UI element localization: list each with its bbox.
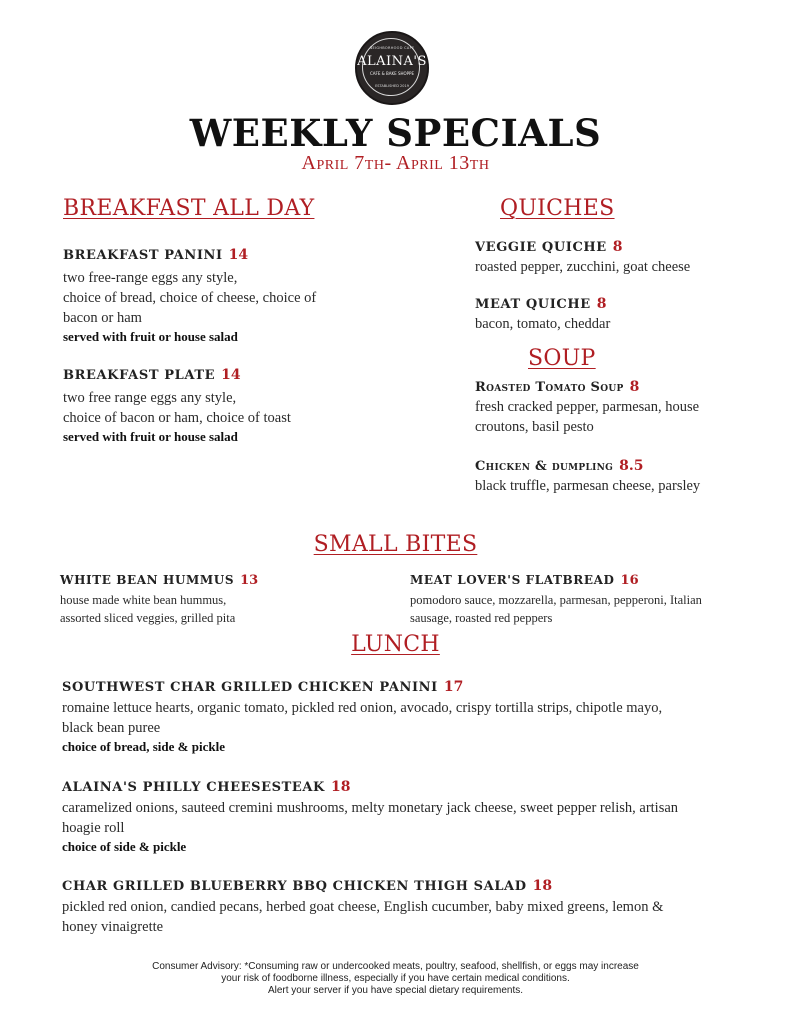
menu-item-veggie-quiche <box>475 238 775 277</box>
item-price: 18 <box>330 779 351 795</box>
lunch-heading-text: LUNCH <box>351 632 440 657</box>
logo-name: ALAINA'S <box>357 54 427 69</box>
desc-line: honey vinaigrette <box>62 919 164 935</box>
item-name: BREAKFAST PANINI <box>63 248 223 263</box>
menu-item-breakfast-panini <box>63 246 393 346</box>
item-name: Chicken & dumpling <box>475 459 614 474</box>
advisory-line: your risk of foodborne illness, especially if you have certain medical conditions. <box>221 973 570 984</box>
logo-badge <box>355 31 429 105</box>
item-price: 8 <box>612 239 623 255</box>
item-price: 14 <box>221 367 241 383</box>
menu-item-meat-lovers-flatbread <box>410 571 770 627</box>
item-name: SOUTHWEST CHAR GRILLED CHICKEN PANINI <box>62 680 438 695</box>
desc-line: house made white bean hummus, <box>60 593 227 607</box>
desc-line: assorted sliced veggies, grilled pita <box>60 611 236 625</box>
desc-line: two free range eggs any style, <box>63 390 237 406</box>
item-description <box>60 591 380 627</box>
desc-line: pickled red onion, candied pecans, herbed goat cheese, English cucumber, baby mixed greens, lemon & <box>62 899 664 915</box>
item-description <box>62 698 752 738</box>
item-name: Roasted Tomato Soup <box>475 380 624 395</box>
soup-heading: SOUP <box>528 346 596 371</box>
item-description <box>62 897 752 937</box>
menu-item-philly-cheesesteak <box>62 778 752 856</box>
item-description <box>475 397 785 437</box>
desc-line: choice of bacon or ham, choice of toast <box>63 410 291 426</box>
item-price: 8.5 <box>619 458 644 474</box>
item-name: CHAR GRILLED BLUEBERRY BBQ CHICKEN THIGH SALAD <box>62 879 527 894</box>
small-bites-heading-text: SMALL BITES <box>313 532 478 557</box>
item-description: bacon, tomato, cheddar <box>475 316 611 332</box>
advisory-line: Consumer Advisory: *Consuming raw or undercooked meats, poultry, seafood, shellfish, or eggs may increase <box>152 961 639 972</box>
breakfast-heading: BREAKFAST ALL DAY <box>63 196 315 221</box>
item-note: choice of side & pickle <box>62 839 187 854</box>
desc-line: caramelized onions, sauteed cremini mushrooms, melty monetary jack cheese, sweet pepper relish, artisan <box>62 800 679 816</box>
item-name: BREAKFAST PLATE <box>63 368 216 383</box>
item-note: choice of bread, side & pickle <box>62 739 225 754</box>
menu-item-meat-quiche <box>475 295 775 334</box>
item-description <box>62 798 752 838</box>
item-price: 17 <box>443 679 464 695</box>
desc-line: black truffle, parmesan cheese, parsley <box>475 478 701 494</box>
quiches-heading: QUICHES <box>500 196 615 221</box>
item-price: 16 <box>620 573 639 588</box>
desc-line: fresh cracked pepper, parmesan, house <box>475 399 700 415</box>
desc-line: choice of bread, choice of cheese, choice of <box>63 290 317 306</box>
advisory-line: Alert your server if you have special dietary requirements. <box>267 985 524 996</box>
menu-item-breakfast-plate <box>63 366 393 446</box>
item-name: MEAT QUICHE <box>475 297 591 312</box>
desc-line: black bean puree <box>62 720 161 736</box>
item-name: VEGGIE QUICHE <box>475 240 607 255</box>
desc-line: two free-range eggs any style, <box>63 270 238 286</box>
menu-item-bbq-chicken-salad <box>62 877 752 937</box>
item-description <box>63 268 393 328</box>
item-note: served with fruit or house salad <box>63 429 238 444</box>
menu-item-roasted-tomato-soup <box>475 378 785 437</box>
desc-line: sausage, roasted red peppers <box>410 611 553 625</box>
item-name: MEAT LOVER'S FLATBREAD <box>410 573 615 587</box>
item-name: WHITE BEAN HUMMUS <box>60 573 235 587</box>
desc-line: bacon or ham <box>63 310 142 326</box>
desc-line: croutons, basil pesto <box>475 419 594 435</box>
item-price: 8 <box>629 379 640 395</box>
desc-line: romaine lettuce hearts, organic tomato, pickled red onion, avocado, crispy tortilla strips, chipotle mayo, <box>62 700 663 716</box>
item-price: 8 <box>596 296 607 312</box>
item-note: served with fruit or house salad <box>63 329 238 344</box>
menu-item-southwest-panini <box>62 678 752 756</box>
menu-item-chicken-dumpling <box>475 457 785 496</box>
desc-line: pomodoro sauce, mozzarella, parmesan, pepperoni, Italian <box>410 593 702 607</box>
small-bites-heading <box>0 532 791 557</box>
item-description <box>410 591 770 627</box>
item-description <box>475 476 785 496</box>
item-description <box>63 388 393 428</box>
item-price: 18 <box>532 878 553 894</box>
item-price: 14 <box>228 247 249 263</box>
desc-line: hoagie roll <box>62 820 125 836</box>
logo-sub-text: CAFE & BAKE SHOPPE <box>370 71 414 76</box>
item-price: 13 <box>240 573 259 588</box>
consumer-advisory <box>0 961 791 997</box>
menu-item-white-bean-hummus <box>60 571 380 627</box>
item-name: ALAINA'S PHILLY CHEESESTEAK <box>62 780 325 795</box>
logo-est-text: ESTABLISHED 2019 <box>375 84 409 88</box>
lunch-heading <box>0 632 791 657</box>
date-range: April 7th- April 13th <box>301 152 490 174</box>
item-description: roasted pepper, zucchini, goat cheese <box>475 259 691 275</box>
logo-top-text: NEIGHBORHOOD CAFE <box>369 46 415 50</box>
page-title: WEEKLY SPECIALS <box>189 111 602 155</box>
